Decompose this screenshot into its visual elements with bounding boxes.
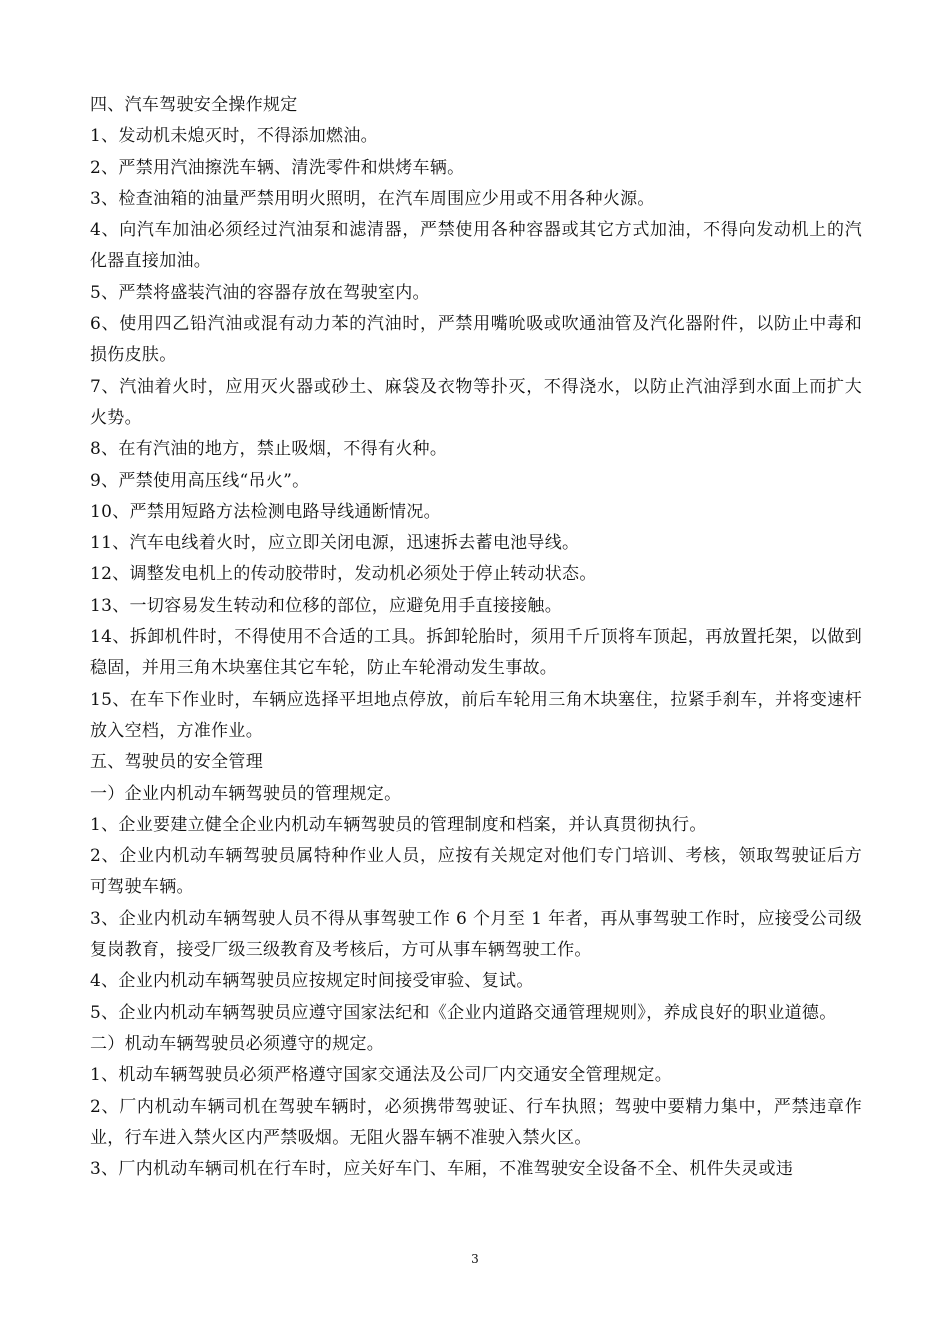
page-number: 3 (471, 1252, 479, 1266)
paragraph: 1、企业要建立健全企业内机动车辆驾驶员的管理制度和档案，并认真贯彻执行。 (90, 814, 707, 835)
paragraph: 4、企业内机动车辆驾驶员应按规定时间接受审验、复试。 (90, 971, 534, 992)
section-heading: 五、驾驶员的安全管理 (90, 752, 263, 773)
paragraph: 3、检查油箱的油量严禁用明火照明，在汽车周围应少用或不用各种火源。 (90, 188, 655, 209)
paragraph: 7、汽油着火时，应用灭火器或砂土、麻袋及衣物等扑灭，不得浇水，以防止汽油浮到水面上而扩大火势。 (90, 376, 862, 428)
paragraph: 12、调整发电机上的传动胶带时，发动机必须处于停止转动状态。 (90, 564, 597, 585)
subsection-heading: 二）机动车辆驾驶员必须遵守的规定。 (90, 1033, 385, 1054)
paragraph: 10、严禁用短路方法检测电路导线通断情况。 (90, 501, 441, 522)
paragraph: 5、企业内机动车辆驾驶员应遵守国家法纪和《企业内道路交通管理规则》，养成良好的职业道德。 (90, 1002, 837, 1023)
paragraph: 14、拆卸机件时，不得使用不合适的工具。拆卸轮胎时，须用千斤顶将车顶起，再放置托架，以做到稳固，并用三角木块塞住其它车轮，防止车轮滑动发生事故。 (90, 627, 862, 679)
paragraph: 3、企业内机动车辆驾驶人员不得从事驾驶工作 6 个月至 1 年者，再从事驾驶工作时，应接受公司级复岗教育，接受厂级三级教育及考核后，方可从事车辆驾驶工作。 (90, 908, 862, 961)
paragraph: 6、使用四乙铅汽油或混有动力苯的汽油时，严禁用嘴吮吸或吹通油管及汽化器附件，以防止中毒和损伤皮肤。 (90, 314, 862, 366)
paragraph: 2、企业内机动车辆驾驶员属特种作业人员，应按有关规定对他们专门培训、考核，领取驾驶证后方可驾驶车辆。 (90, 846, 862, 898)
paragraph: 2、严禁用汽油擦洗车辆、清洗零件和烘烤车辆。 (90, 157, 465, 178)
document-body (90, 90, 862, 1185)
paragraph: 4、向汽车加油必须经过汽油泵和滤清器，严禁使用各种容器或其它方式加油，不得向发动机上的汽化器直接加油。 (90, 220, 862, 272)
section-heading: 四、汽车驾驶安全操作规定 (90, 95, 298, 115)
paragraph: 2、厂内机动车辆司机在驾驶车辆时，必须携带驾驶证、行车执照；驾驶中要精力集中，严禁违章作业，行车进入禁火区内严禁吸烟。无阻火器车辆不准驶入禁火区。 (90, 1096, 862, 1148)
paragraph: 3、厂内机动车辆司机在行车时，应关好车门、车厢，不准驾驶安全设备不全、机件失灵或违 (90, 1159, 794, 1180)
paragraph: 8、在有汽油的地方，禁止吸烟，不得有火种。 (90, 439, 448, 460)
paragraph: 13、一切容易发生转动和位移的部位，应避免用手直接接触。 (90, 595, 563, 616)
paragraph: 15、在车下作业时，车辆应选择平坦地点停放，前后车轮用三角木块塞住，拉紧手刹车，并将变速杆放入空档，方准作业。 (90, 689, 862, 741)
subsection-heading: 一）企业内机动车辆驾驶员的管理规定。 (90, 783, 402, 804)
paragraph: 1、发动机未熄灭时，不得添加燃油。 (90, 126, 378, 147)
paragraph: 5、严禁将盛装汽油的容器存放在驾驶室内。 (90, 282, 430, 303)
paragraph: 11、汽车电线着火时，应立即关闭电源，迅速拆去蓄电池导线。 (90, 533, 580, 554)
paragraph: 9、严禁使用高压线“吊火”。 (90, 470, 310, 491)
paragraph: 1、机动车辆驾驶员必须严格遵守国家交通法及公司厂内交通安全管理规定。 (90, 1065, 673, 1086)
